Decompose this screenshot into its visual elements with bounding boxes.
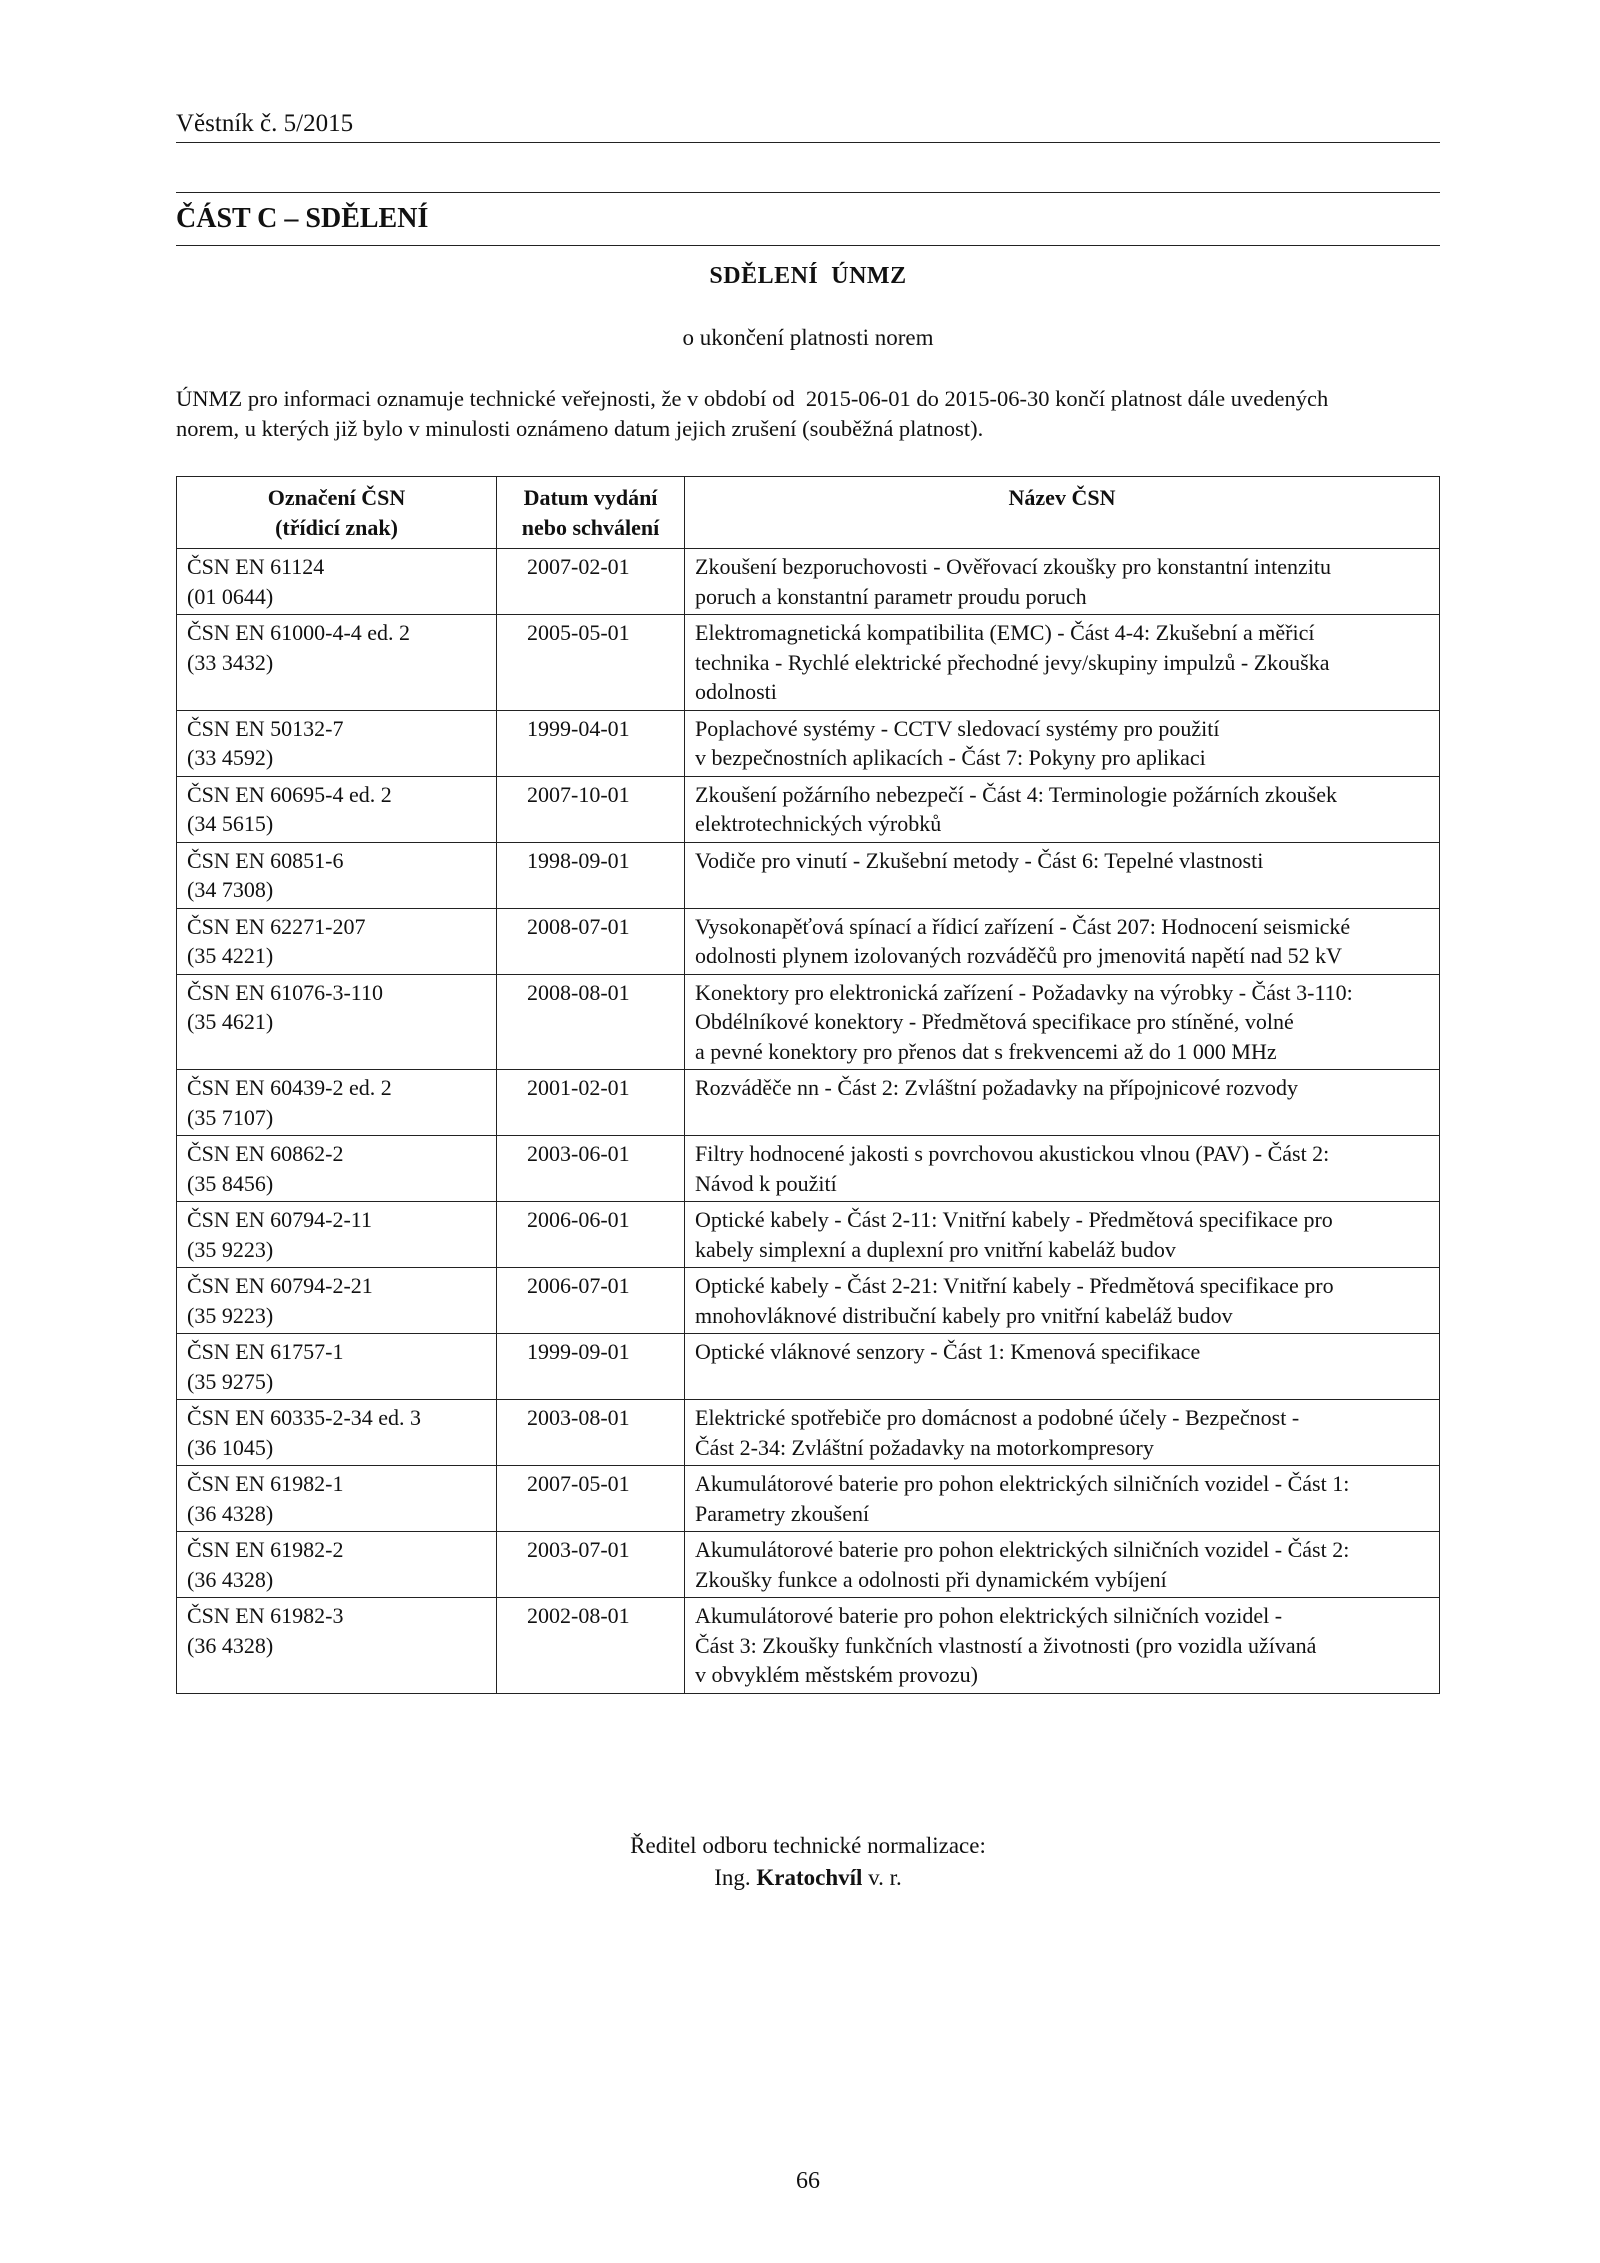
standard-title-line: Optické kabely - Část 2-11: Vnitřní kabely - Předmětová specifikace pro bbox=[695, 1207, 1333, 1232]
table-row bbox=[177, 615, 1440, 711]
title-cell bbox=[685, 1400, 1440, 1466]
date-cell bbox=[497, 1532, 685, 1598]
standard-title-line: elektrotechnických výrobků bbox=[695, 811, 942, 836]
table-row bbox=[177, 1334, 1440, 1400]
standard-code: ČSN EN 62271-207 bbox=[187, 913, 366, 939]
issue-date: 2001-02-01 bbox=[527, 1075, 630, 1100]
standard-title-line: odolnosti bbox=[695, 679, 777, 704]
table-row bbox=[177, 1598, 1440, 1694]
standard-title-line: Návod k použití bbox=[695, 1170, 837, 1196]
standard-title-line: poruch a konstantní parametr proudu poruch bbox=[695, 583, 1087, 609]
page-number: 66 bbox=[796, 2168, 820, 2194]
table-row bbox=[177, 1202, 1440, 1268]
table-row bbox=[177, 974, 1440, 1070]
designation-cell bbox=[177, 1598, 497, 1694]
date-cell bbox=[497, 1598, 685, 1694]
intro-paragraph bbox=[176, 384, 1440, 444]
designation-cell bbox=[177, 1532, 497, 1598]
standard-title-line: Vodiče pro vinutí - Zkušební metody - Část 6: Tepelné vlastnosti bbox=[695, 847, 1264, 873]
standard-title-line: Filtry hodnocené jakosti s povrchovou akustickou vlnou (PAV) - Část 2: bbox=[695, 1141, 1330, 1166]
designation-cell bbox=[177, 974, 497, 1070]
sort-code: (36 4328) bbox=[187, 1566, 274, 1592]
table-header-row bbox=[177, 477, 1440, 549]
standard-code: ČSN EN 60439-2 ed. 2 bbox=[187, 1075, 392, 1100]
standard-title-line: mnohovláknové distribuční kabely pro vnitřní kabeláž budov bbox=[695, 1302, 1233, 1328]
designation-cell bbox=[177, 842, 497, 908]
standard-code: ČSN EN 60862-2 bbox=[187, 1141, 344, 1166]
issue-date: 2008-07-01 bbox=[527, 913, 630, 939]
date-cell bbox=[497, 1400, 685, 1466]
sort-code: (33 3432) bbox=[187, 649, 274, 675]
title-cell bbox=[685, 1136, 1440, 1202]
table-row bbox=[177, 710, 1440, 776]
designation-cell bbox=[177, 908, 497, 974]
title-cell bbox=[685, 776, 1440, 842]
table-row bbox=[177, 908, 1440, 974]
table-row bbox=[177, 1400, 1440, 1466]
issue-date: 2007-05-01 bbox=[527, 1471, 630, 1496]
title-cell bbox=[685, 1466, 1440, 1532]
table-body bbox=[177, 549, 1440, 1694]
issue-date: 2005-05-01 bbox=[527, 620, 630, 645]
norms-table bbox=[176, 476, 1440, 1694]
standard-title-line: Zkoušení bezporuchovosti - Ověřovací zkoušky pro konstantní intenzitu bbox=[695, 554, 1332, 579]
standard-code: ČSN EN 60851-6 bbox=[187, 847, 344, 873]
date-cell bbox=[497, 1136, 685, 1202]
standard-title-line: a pevné konektory pro přenos dat s frekvencemi až do 1 000 MHz bbox=[695, 1038, 1277, 1064]
header-title bbox=[685, 477, 1440, 549]
standard-title-line: Část 2-34: Zvláštní požadavky na motorkompresory bbox=[695, 1434, 1154, 1460]
header-approval-label: nebo schválení bbox=[521, 514, 660, 540]
title-cell bbox=[685, 974, 1440, 1070]
designation-cell bbox=[177, 776, 497, 842]
date-cell bbox=[497, 1070, 685, 1136]
standard-title-line: v bezpečnostních aplikacích - Část 7: Pokyny pro aplikaci bbox=[695, 745, 1206, 770]
date-cell bbox=[497, 908, 685, 974]
standard-title-line: odolnosti plynem izolovaných rozváděčů pro jmenovitá napětí nad 52 kV bbox=[695, 943, 1343, 968]
issue-date: 2006-06-01 bbox=[527, 1207, 630, 1232]
title-cell bbox=[685, 908, 1440, 974]
designation-cell bbox=[177, 615, 497, 711]
title-cell bbox=[685, 710, 1440, 776]
signature-name: Kratochvíl bbox=[756, 1865, 863, 1890]
header-sort-code-label: (třídicí znak) bbox=[275, 514, 398, 540]
standard-title-line: Zkoušky funkce a odolnosti při dynamickém vybíjení bbox=[695, 1566, 1167, 1592]
standard-title-line: Rozváděče nn - Část 2: Zvláštní požadavky na přípojnicové rozvody bbox=[695, 1075, 1298, 1100]
standard-code: ČSN EN 50132-7 bbox=[187, 715, 344, 741]
table-row bbox=[177, 776, 1440, 842]
standard-title-line: Vysokonapěťová spínací a řídicí zařízení - Část 207: Hodnocení seismické bbox=[695, 913, 1351, 939]
designation-cell bbox=[177, 1466, 497, 1532]
standard-code: ČSN EN 61076-3-110 bbox=[187, 979, 383, 1005]
standard-title-line: Akumulátorové baterie pro pohon elektrických silničních vozidel - Část 1: bbox=[695, 1471, 1350, 1496]
table-row bbox=[177, 1466, 1440, 1532]
standard-title-line: Zkoušení požárního nebezpečí - Část 4: Terminologie požárních zkoušek bbox=[695, 781, 1337, 807]
date-cell bbox=[497, 842, 685, 908]
designation-cell bbox=[177, 1136, 497, 1202]
designation-cell bbox=[177, 1400, 497, 1466]
standard-code: ČSN EN 61982-3 bbox=[187, 1603, 344, 1628]
standard-title-line: Část 3: Zkoušky funkčních vlastností a životnosti (pro vozidla užívaná bbox=[695, 1632, 1317, 1658]
notice-subheading: o ukončení platnosti norem bbox=[682, 325, 934, 350]
signature-name-line bbox=[176, 1862, 1440, 1894]
date-cell bbox=[497, 1202, 685, 1268]
standard-title-line: v obvyklém městském provozu) bbox=[695, 1662, 978, 1687]
standard-title-line: Optické vláknové senzory - Část 1: Kmenová specifikace bbox=[695, 1339, 1201, 1364]
date-cell bbox=[497, 549, 685, 615]
header-date bbox=[497, 477, 685, 549]
sort-code: (35 9275) bbox=[187, 1368, 274, 1394]
sort-code: (35 7107) bbox=[187, 1104, 274, 1130]
standard-title-line: Optické kabely - Část 2-21: Vnitřní kabely - Předmětová specifikace pro bbox=[695, 1273, 1334, 1298]
standard-title-line: Obdélníkové konektory - Předmětová specifikace pro stíněné, volné bbox=[695, 1009, 1294, 1034]
date-cell bbox=[497, 710, 685, 776]
date-cell bbox=[497, 1466, 685, 1532]
issue-date: 2007-02-01 bbox=[527, 554, 630, 579]
standard-title-line: kabely simplexní a duplexní pro vnitřní kabeláž budov bbox=[695, 1236, 1176, 1262]
title-cell bbox=[685, 1202, 1440, 1268]
sort-code: (35 9223) bbox=[187, 1302, 274, 1328]
issue-date: 1998-09-01 bbox=[527, 847, 630, 873]
issue-date: 2006-07-01 bbox=[527, 1273, 630, 1298]
title-cell bbox=[685, 1268, 1440, 1334]
sort-code: (33 4592) bbox=[187, 745, 274, 770]
date-cell bbox=[497, 615, 685, 711]
date-cell bbox=[497, 1268, 685, 1334]
designation-cell bbox=[177, 1334, 497, 1400]
standard-code: ČSN EN 60695-4 ed. 2 bbox=[187, 781, 392, 807]
standard-title-line: Akumulátorové baterie pro pohon elektrických silničních vozidel - Část 2: bbox=[695, 1537, 1350, 1562]
sort-code: (36 4328) bbox=[187, 1632, 274, 1658]
standard-title-line: Elektromagnetická kompatibilita (EMC) - Část 4-4: Zkušební a měřicí bbox=[695, 620, 1315, 645]
standard-code: ČSN EN 61757-1 bbox=[187, 1339, 344, 1364]
issue-date: 2008-08-01 bbox=[527, 979, 630, 1005]
signature-suffix: v. r. bbox=[868, 1865, 902, 1890]
standard-code: ČSN EN 61000-4-4 ed. 2 bbox=[187, 620, 411, 645]
title-cell bbox=[685, 842, 1440, 908]
title-cell bbox=[685, 549, 1440, 615]
header-title-label: Název ČSN bbox=[1008, 485, 1116, 510]
standard-code: ČSN EN 61982-1 bbox=[187, 1471, 344, 1496]
issue-date: 2007-10-01 bbox=[527, 781, 630, 807]
designation-cell bbox=[177, 549, 497, 615]
sort-code: (35 9223) bbox=[187, 1236, 274, 1262]
sort-code: (35 4621) bbox=[187, 1009, 274, 1034]
issue-date: 2003-06-01 bbox=[527, 1141, 630, 1166]
issue-date: 2003-08-01 bbox=[527, 1405, 630, 1430]
intro-line: norem, u kterých již bylo v minulosti oznámeno datum jejich zrušení (souběžná platnost). bbox=[176, 416, 984, 441]
issue-date: 1999-09-01 bbox=[527, 1339, 630, 1364]
issue-date: 1999-04-01 bbox=[527, 715, 630, 741]
title-cell bbox=[685, 615, 1440, 711]
signature-prefix: Ing. bbox=[714, 1865, 751, 1890]
standard-code: ČSN EN 60335-2-34 ed. 3 bbox=[187, 1405, 422, 1430]
notice-heading: SDĚLENÍ ÚNMZ bbox=[709, 263, 907, 289]
table-row bbox=[177, 1532, 1440, 1598]
standard-code: ČSN EN 60794-2-11 bbox=[187, 1207, 372, 1232]
standard-code: ČSN EN 61982-2 bbox=[187, 1537, 344, 1562]
date-cell bbox=[497, 1334, 685, 1400]
standard-code: ČSN EN 60794-2-21 bbox=[187, 1273, 373, 1298]
issue-date: 2002-08-01 bbox=[527, 1603, 630, 1628]
sort-code: (34 7308) bbox=[187, 877, 274, 902]
signature-block bbox=[176, 1830, 1440, 1894]
sort-code: (35 4221) bbox=[187, 943, 274, 968]
section-title: ČÁST C – SDĚLENÍ bbox=[176, 192, 1440, 246]
standard-title-line: Konektory pro elektronická zařízení - Požadavky na výrobky - Část 3-110: bbox=[695, 979, 1353, 1005]
intro-line: ÚNMZ pro informaci oznamuje technické veřejnosti, že v období od 2015-06-01 do 2015-06-30 končí platnost dále uvedených bbox=[176, 386, 1329, 411]
designation-cell bbox=[177, 1202, 497, 1268]
journal-header bbox=[176, 110, 1440, 143]
date-cell bbox=[497, 974, 685, 1070]
standard-title-line: technika - Rychlé elektrické přechodné jevy/skupiny impulzů - Zkouška bbox=[695, 649, 1330, 675]
designation-cell bbox=[177, 1268, 497, 1334]
header-date-label: Datum vydání bbox=[523, 485, 658, 510]
signature-role: Ředitel odboru technické normalizace: bbox=[630, 1833, 986, 1858]
title-cell bbox=[685, 1334, 1440, 1400]
standard-title-line: Parametry zkoušení bbox=[695, 1500, 870, 1526]
sort-code: (34 5615) bbox=[187, 811, 274, 836]
header-designation-label: Označení ČSN bbox=[267, 485, 406, 510]
sort-code: (36 4328) bbox=[187, 1500, 274, 1526]
title-cell bbox=[685, 1070, 1440, 1136]
standard-title-line: Poplachové systémy - CCTV sledovací systémy pro použití bbox=[695, 715, 1220, 741]
title-cell bbox=[685, 1598, 1440, 1694]
journal-issue: Věstník č. 5/2015 bbox=[176, 110, 354, 137]
table-row bbox=[177, 1268, 1440, 1334]
standard-code: ČSN EN 61124 bbox=[187, 554, 325, 579]
table-row bbox=[177, 1136, 1440, 1202]
table-row bbox=[177, 549, 1440, 615]
sort-code: (36 1045) bbox=[187, 1434, 274, 1460]
designation-cell bbox=[177, 710, 497, 776]
table-row bbox=[177, 842, 1440, 908]
date-cell bbox=[497, 776, 685, 842]
issue-date: 2003-07-01 bbox=[527, 1537, 630, 1562]
title-cell bbox=[685, 1532, 1440, 1598]
standard-title-line: Elektrické spotřebiče pro domácnost a podobné účely - Bezpečnost - bbox=[695, 1405, 1300, 1430]
sort-code: (35 8456) bbox=[187, 1170, 274, 1196]
table-row bbox=[177, 1070, 1440, 1136]
designation-cell bbox=[177, 1070, 497, 1136]
sort-code: (01 0644) bbox=[187, 583, 274, 609]
standard-title-line: Akumulátorové baterie pro pohon elektrických silničních vozidel - bbox=[695, 1603, 1283, 1628]
header-designation bbox=[177, 477, 497, 549]
